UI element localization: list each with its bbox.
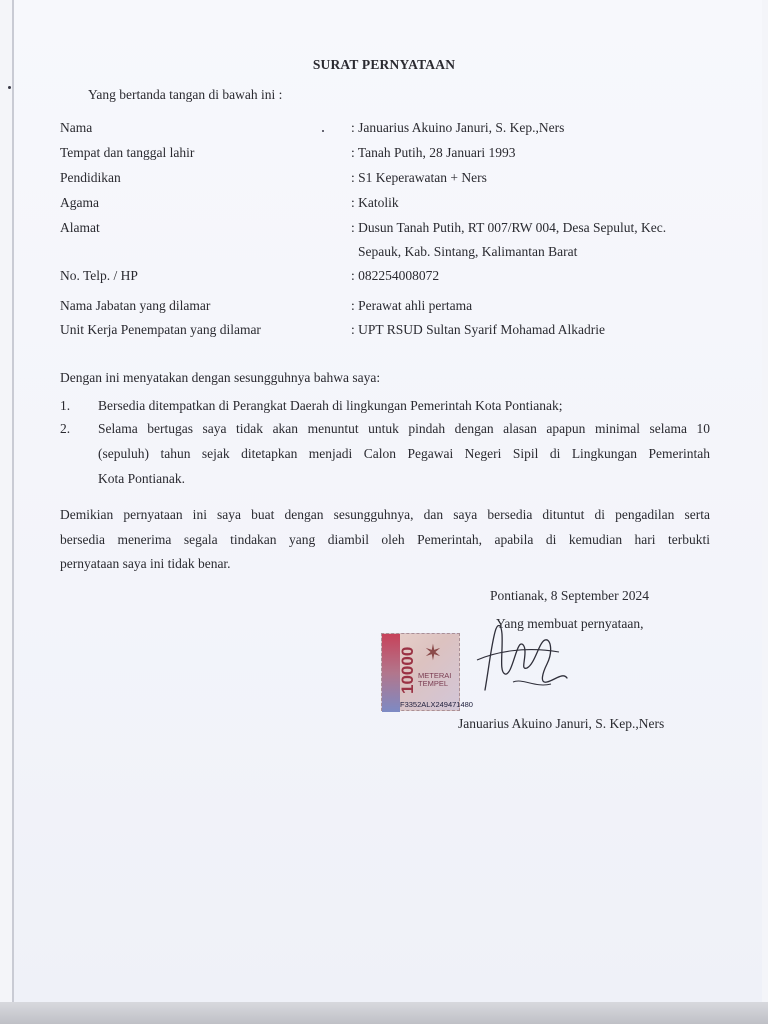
statement-text: Kota Pontianak. xyxy=(98,471,185,486)
field-label-alamat: Alamat xyxy=(60,220,100,235)
meterai-stamp xyxy=(381,633,473,711)
field-value-alamat-cont: Sepauk, Kab. Sintang, Kalimantan Barat xyxy=(358,244,578,259)
field-value-ttl: : Tanah Putih, 28 Januari 1993 xyxy=(351,145,516,160)
place-date: Pontianak, 8 September 2024 xyxy=(490,588,649,603)
field-label-agama: Agama xyxy=(60,195,99,210)
field-label-jabatan: Nama Jabatan yang dilamar xyxy=(60,298,211,313)
field-label-pendidikan: Pendidikan xyxy=(60,170,121,185)
signer-name: Januarius Akuino Januri, S. Kep.,Ners xyxy=(458,716,665,731)
field-value-agama: : Katolik xyxy=(351,195,399,210)
stamp-label: METERAI TEMPEL xyxy=(418,671,452,688)
field-value-nama: : Januarius Akuino Januri, S. Kep.,Ners xyxy=(351,120,565,135)
closing-text: pernyataan saya ini tidak benar. xyxy=(60,556,231,571)
closing-text: bersedia menerima segala tindakan yang diambil oleh Pemerintah, apabila di kemudian hari terbukti xyxy=(60,532,710,547)
signer-caption: Yang membuat pernyataan, xyxy=(496,616,644,631)
statement-number: 1. xyxy=(60,398,71,413)
field-value-alamat: : Dusun Tanah Putih, RT 007/RW 004, Desa Sepulut, Kec. xyxy=(351,220,667,235)
field-value-telp: : 082254008072 xyxy=(351,268,440,283)
statement-text: (sepuluh) tahun sejak ditetapkan menjadi Calon Pegawai Negeri Sipil di Lingkungan Pemerintah xyxy=(98,446,710,461)
closing-text: Demikian pernyataan ini saya buat dengan sesungguhnya, dan saya bersedia dituntut di pengadilan serta xyxy=(60,507,710,522)
handwritten-signature xyxy=(455,612,575,702)
field-label-nama: Nama xyxy=(60,120,93,135)
field-label-telp: No. Telp. / HP xyxy=(60,268,138,283)
intro-text: Yang bertanda tangan di bawah ini : xyxy=(88,87,283,102)
scan-edge xyxy=(0,1002,768,1024)
scan-speck xyxy=(8,86,11,89)
statement-number: 2. xyxy=(60,421,71,436)
garuda-emblem-icon: ✶ xyxy=(423,640,443,665)
stamp-serial: F3352ALX249471480 xyxy=(400,700,473,709)
field-label-ttl: Tempat dan tanggal lahir xyxy=(60,145,195,160)
document-title: SURAT PERNYATAAN xyxy=(312,57,456,72)
statement-text: Bersedia ditempatkan di Perangkat Daerah di lingkungan Pemerintah Kota Pontianak; xyxy=(98,398,563,413)
field-value-unit-kerja: : UPT RSUD Sultan Syarif Mohamad Alkadrie xyxy=(351,322,605,337)
field-value-jabatan: : Perawat ahli pertama xyxy=(351,298,473,313)
stamp-denomination: 10000 xyxy=(398,646,417,694)
field-value-pendidikan: : S1 Keperawatan + Ners xyxy=(351,170,487,185)
declaration-intro: Dengan ini menyatakan dengan sesungguhnya bahwa saya: xyxy=(60,370,381,385)
field-label-unit-kerja: Unit Kerja Penempatan yang dilamar xyxy=(60,322,261,337)
scan-speck xyxy=(322,130,324,132)
statement-text: Selama bertugas saya tidak akan menuntut untuk pindah dengan alasan apapun minimal selama 10 xyxy=(98,421,710,436)
